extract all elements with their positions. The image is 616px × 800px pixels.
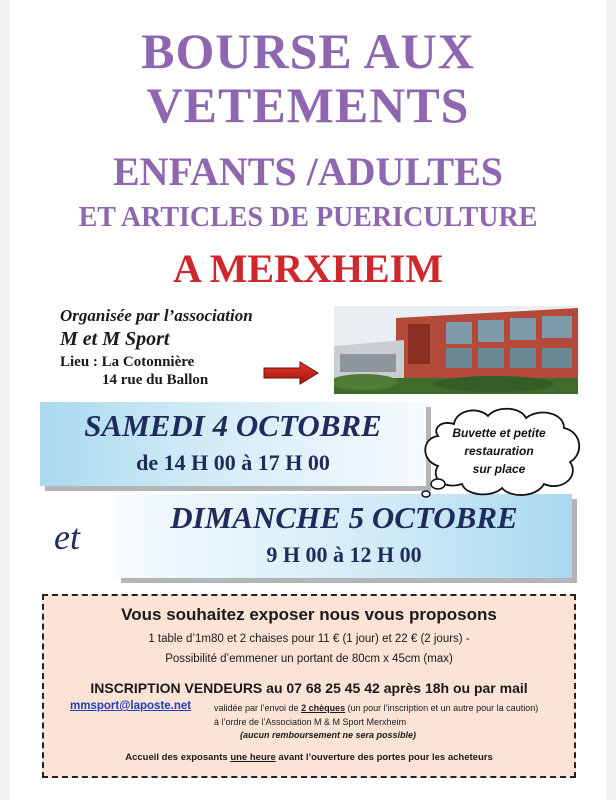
cheques-post: (un pour l’inscription et un autre pour la caution) (345, 703, 539, 713)
welcome-post: avant l’ouverture des portes pour les acheteurs (275, 752, 493, 763)
bubble-line-2: restauration (464, 444, 534, 458)
organizer-label: Organisée par l’association (60, 306, 253, 325)
bubble-line-3: sur place (472, 462, 526, 476)
saturday-date: SAMEDI 4 OCTOBRE (84, 408, 382, 443)
sunday-banner (116, 494, 572, 578)
table-offer: 1 table d’1m80 et 2 chaises pour 11 € (1 jour) et 22 € (2 jours) - (148, 633, 470, 645)
exhibitor-info-box (42, 594, 576, 778)
no-refund-note: (aucun remboursement ne sera possible) (240, 730, 417, 740)
sunday-date: DIMANCHE 5 OCTOBRE (170, 500, 518, 535)
subtitle-articles: ET ARTICLES DE PUERICULTURE (78, 202, 538, 233)
cheques-line (214, 703, 538, 713)
subtitle: ENFANTS /ADULTES (112, 149, 504, 194)
inscription-line: INSCRIPTION VENDEURS au 07 68 25 45 42 après 18h ou par mail (90, 680, 528, 696)
location-title: A MERXHEIM (173, 246, 443, 291)
welcome-pre: Accueil des exposants (125, 752, 231, 763)
venue-photo (334, 306, 578, 394)
organizer-name: M et M Sport (60, 328, 170, 350)
title-line-1: BOURSE AUX (141, 23, 475, 79)
rack-offer: Possibilité d’emmener un portant de 80cm x 45cm (max) (165, 653, 453, 665)
welcome-duration: une heure (230, 752, 276, 763)
flyer (10, 0, 606, 800)
venue-name: Lieu : La Cotonnière (60, 354, 195, 370)
welcome-line (44, 752, 574, 763)
bubble-line-1: Buvette et petite (452, 426, 546, 440)
cheques-pre: validée par l’envoi de (214, 703, 302, 713)
title-line-2: VETEMENTS (146, 77, 470, 133)
saturday-hours: de 14 H 00 à 17 H 00 (136, 450, 330, 475)
connector-text: et (54, 517, 80, 557)
info-heading: Vous souhaitez exposer nous vous proposons (121, 605, 497, 624)
bubble-text (434, 424, 564, 478)
email-link[interactable]: mmsport@laposte.net (70, 700, 192, 712)
arrow-right-icon (262, 361, 320, 385)
saturday-banner (40, 402, 426, 486)
venue-address: 14 rue du Ballon (102, 372, 209, 388)
sunday-hours: 9 H 00 à 12 H 00 (266, 542, 422, 567)
payee-line: à l’ordre de l’Association M & M Sport Merxheim (214, 717, 407, 727)
cheques-count: 2 chèques (301, 703, 346, 713)
